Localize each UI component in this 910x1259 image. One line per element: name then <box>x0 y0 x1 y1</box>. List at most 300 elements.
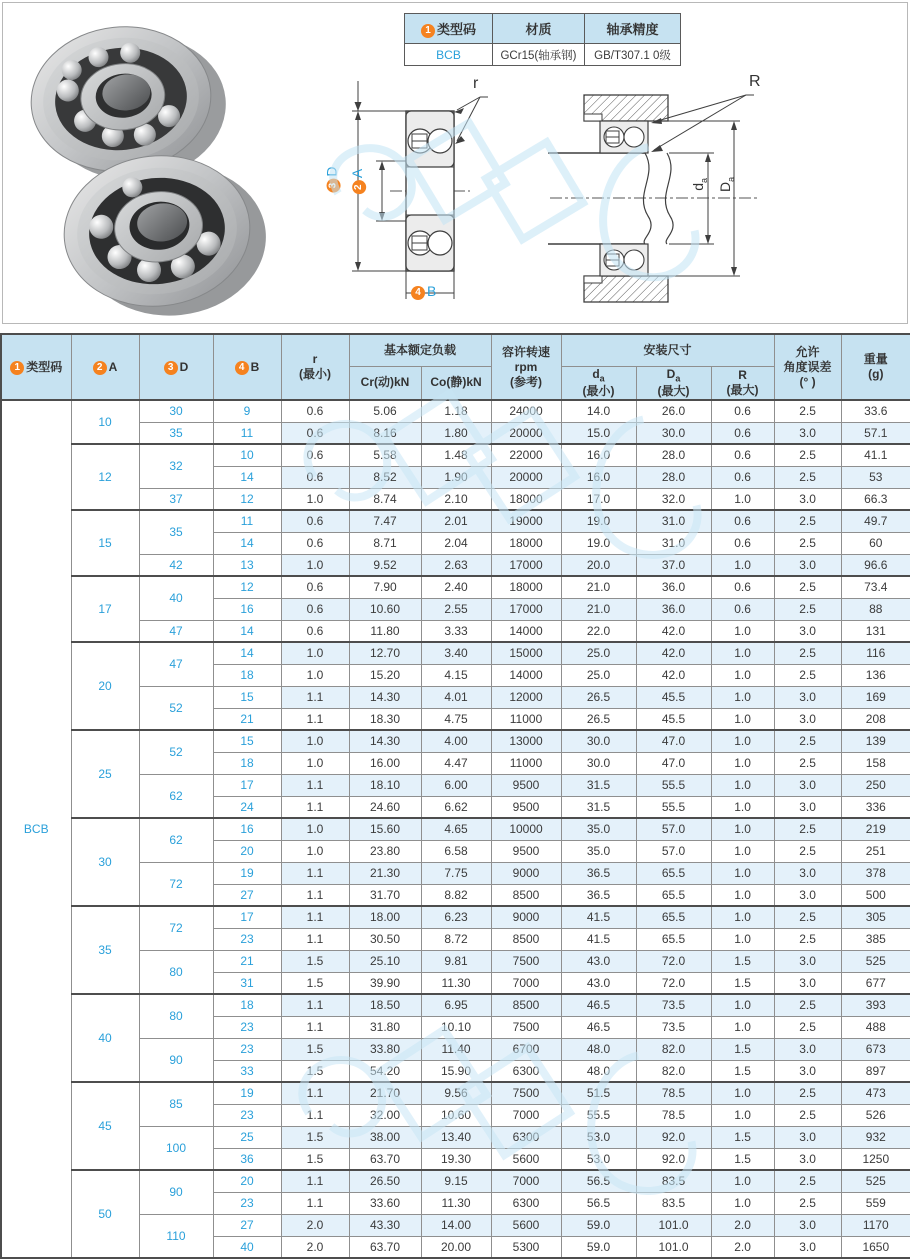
b-cell: 9 <box>213 400 281 422</box>
da-min-cell: 41.5 <box>561 928 636 950</box>
da-min-cell: 30.0 <box>561 752 636 774</box>
co-cell: 6.58 <box>421 840 491 862</box>
b-cell: 17 <box>213 774 281 796</box>
Da-dimension-label: $D_a$ <box>717 176 736 192</box>
r-min-cell: 1.1 <box>281 1192 349 1214</box>
angle-cell: 3.0 <box>774 1038 841 1060</box>
r-min-cell: 1.1 <box>281 1016 349 1038</box>
a-cell: 35 <box>71 906 139 994</box>
cr-cell: 5.58 <box>349 444 421 466</box>
co-cell: 1.48 <box>421 444 491 466</box>
circled-3: 3 <box>327 179 341 193</box>
weight-cell: 53 <box>841 466 910 488</box>
b-cell: 33 <box>213 1060 281 1082</box>
rpm-cell: 6300 <box>491 1192 561 1214</box>
table-row <box>1 730 910 752</box>
table-row <box>1 576 910 598</box>
angle-cell: 2.5 <box>774 1192 841 1214</box>
R-max-cell: 1.0 <box>711 1104 774 1126</box>
co-cell: 6.95 <box>421 994 491 1016</box>
b-cell: 19 <box>213 1082 281 1104</box>
Da-max-cell: 32.0 <box>636 488 711 510</box>
rpm-cell: 13000 <box>491 730 561 752</box>
co-cell: 1.80 <box>421 422 491 444</box>
angle-cell: 3.0 <box>774 1126 841 1148</box>
da-min-cell: 14.0 <box>561 400 636 422</box>
r-min-cell: 0.6 <box>281 576 349 598</box>
da-min-cell: 36.5 <box>561 862 636 884</box>
da-min-cell: 35.0 <box>561 840 636 862</box>
co-cell: 9.15 <box>421 1170 491 1192</box>
R-max-cell: 1.0 <box>711 862 774 884</box>
r-min-cell: 0.6 <box>281 444 349 466</box>
cr-cell: 26.50 <box>349 1170 421 1192</box>
r-min-cell: 1.1 <box>281 928 349 950</box>
Da-max-cell: 65.5 <box>636 928 711 950</box>
weight-cell: 41.1 <box>841 444 910 466</box>
da-min-cell: 31.5 <box>561 774 636 796</box>
r-min-cell: 1.0 <box>281 664 349 686</box>
Da-max-cell: 57.0 <box>636 840 711 862</box>
col-header-R-max: R (最大) <box>711 366 774 400</box>
a-cell: 10 <box>71 400 139 444</box>
type-info-table <box>404 13 681 66</box>
da-min-cell: 46.5 <box>561 994 636 1016</box>
da-min-cell: 16.0 <box>561 466 636 488</box>
type-code-cell: BCB <box>1 400 71 1258</box>
weight-cell: 336 <box>841 796 910 818</box>
b-cell: 31 <box>213 972 281 994</box>
r-min-cell: 1.0 <box>281 642 349 664</box>
col-header-r-min: r (最小) <box>281 334 349 400</box>
cr-cell: 43.30 <box>349 1214 421 1236</box>
angle-cell: 3.0 <box>774 422 841 444</box>
weight-cell: 136 <box>841 664 910 686</box>
bearing-photo-2 <box>57 145 274 317</box>
a-cell: 20 <box>71 642 139 730</box>
b-cell: 19 <box>213 862 281 884</box>
R-max-cell: 1.0 <box>711 774 774 796</box>
b-cell: 14 <box>213 532 281 554</box>
co-cell: 4.75 <box>421 708 491 730</box>
weight-cell: 500 <box>841 884 910 906</box>
info-value-material: GCr15(轴承钢) <box>493 44 585 66</box>
cr-cell: 33.80 <box>349 1038 421 1060</box>
weight-cell: 525 <box>841 1170 910 1192</box>
co-cell: 11.30 <box>421 1192 491 1214</box>
rpm-cell: 10000 <box>491 818 561 840</box>
R-dimension-label: R <box>749 73 761 90</box>
co-cell: 4.65 <box>421 818 491 840</box>
R-max-cell: 1.0 <box>711 818 774 840</box>
co-cell: 9.81 <box>421 950 491 972</box>
r-min-cell: 1.5 <box>281 1060 349 1082</box>
cr-cell: 31.80 <box>349 1016 421 1038</box>
co-cell: 10.60 <box>421 1104 491 1126</box>
rpm-cell: 5600 <box>491 1214 561 1236</box>
Da-max-cell: 57.0 <box>636 818 711 840</box>
Da-max-cell: 47.0 <box>636 730 711 752</box>
b-cell: 10 <box>213 444 281 466</box>
co-cell: 4.00 <box>421 730 491 752</box>
angle-cell: 2.5 <box>774 598 841 620</box>
rpm-cell: 8500 <box>491 928 561 950</box>
angle-cell: 3.0 <box>774 972 841 994</box>
rpm-cell: 12000 <box>491 686 561 708</box>
co-cell: 3.33 <box>421 620 491 642</box>
rpm-cell: 22000 <box>491 444 561 466</box>
R-max-cell: 1.5 <box>711 972 774 994</box>
r-min-cell: 1.1 <box>281 862 349 884</box>
rpm-cell: 14000 <box>491 620 561 642</box>
rpm-cell: 8500 <box>491 884 561 906</box>
table-row <box>1 994 910 1016</box>
d-cell: 62 <box>139 818 213 862</box>
Da-max-cell: 72.0 <box>636 972 711 994</box>
circled-1: 1 <box>10 361 24 375</box>
angle-cell: 3.0 <box>774 774 841 796</box>
Da-max-cell: 82.0 <box>636 1060 711 1082</box>
circled-4: 4 <box>411 286 425 300</box>
r-min-cell: 1.5 <box>281 950 349 972</box>
R-max-cell: 1.0 <box>711 752 774 774</box>
R-max-cell: 1.0 <box>711 620 774 642</box>
da-dimension-label: $d_a$ <box>690 177 709 191</box>
d-cell: 62 <box>139 774 213 818</box>
info-header-precision: 轴承精度 <box>585 14 681 44</box>
weight-cell: 116 <box>841 642 910 664</box>
r-min-cell: 1.1 <box>281 774 349 796</box>
Da-max-cell: 42.0 <box>636 664 711 686</box>
d-cell: 90 <box>139 1170 213 1214</box>
cr-cell: 7.47 <box>349 510 421 532</box>
da-min-cell: 22.0 <box>561 620 636 642</box>
angle-cell: 2.5 <box>774 994 841 1016</box>
cr-cell: 9.52 <box>349 554 421 576</box>
weight-cell: 393 <box>841 994 910 1016</box>
r-min-cell: 1.1 <box>281 1104 349 1126</box>
angle-cell: 2.5 <box>774 400 841 422</box>
col-header-angle: 允许 角度误差 (° ) <box>774 334 841 400</box>
co-cell: 8.82 <box>421 884 491 906</box>
R-max-cell: 1.0 <box>711 994 774 1016</box>
R-max-cell: 1.0 <box>711 1170 774 1192</box>
R-max-cell: 0.6 <box>711 466 774 488</box>
d-cell: 100 <box>139 1126 213 1170</box>
circled-2: 2 <box>352 180 366 194</box>
b-cell: 23 <box>213 1192 281 1214</box>
Da-max-cell: 42.0 <box>636 642 711 664</box>
R-max-cell: 1.5 <box>711 1148 774 1170</box>
r-min-cell: 1.0 <box>281 554 349 576</box>
co-cell: 2.10 <box>421 488 491 510</box>
weight-cell: 131 <box>841 620 910 642</box>
col-header-cr: Cr(动)kN <box>349 366 421 400</box>
r-min-cell: 1.0 <box>281 818 349 840</box>
col-header-a: 2 A <box>71 334 139 400</box>
b-cell: 21 <box>213 708 281 730</box>
Da-max-cell: 65.5 <box>636 906 711 928</box>
b-cell: 23 <box>213 1016 281 1038</box>
b-dimension-label: 4 B <box>411 283 436 300</box>
da-min-cell: 15.0 <box>561 422 636 444</box>
da-min-cell: 21.0 <box>561 598 636 620</box>
rpm-cell: 7500 <box>491 950 561 972</box>
weight-cell: 49.7 <box>841 510 910 532</box>
co-cell: 4.01 <box>421 686 491 708</box>
r-min-cell: 1.5 <box>281 1126 349 1148</box>
Da-max-cell: 92.0 <box>636 1148 711 1170</box>
bearing-photos <box>9 7 319 317</box>
Da-max-cell: 45.5 <box>636 686 711 708</box>
R-max-cell: 1.0 <box>711 488 774 510</box>
R-max-cell: 0.6 <box>711 598 774 620</box>
angle-cell: 3.0 <box>774 1214 841 1236</box>
co-cell: 20.00 <box>421 1236 491 1258</box>
rpm-cell: 7000 <box>491 1170 561 1192</box>
Da-max-cell: 82.0 <box>636 1038 711 1060</box>
a-cell: 50 <box>71 1170 139 1258</box>
col-header-type-code: 1 类型码 <box>1 334 71 400</box>
r-min-cell: 0.6 <box>281 400 349 422</box>
cr-cell: 18.30 <box>349 708 421 730</box>
R-max-cell: 1.0 <box>711 708 774 730</box>
rpm-cell: 24000 <box>491 400 561 422</box>
da-min-cell: 16.0 <box>561 444 636 466</box>
Da-max-cell: 42.0 <box>636 620 711 642</box>
rpm-cell: 9000 <box>491 862 561 884</box>
top-section <box>2 2 908 324</box>
Da-max-cell: 83.5 <box>636 1192 711 1214</box>
R-max-cell: 1.0 <box>711 1082 774 1104</box>
b-cell: 14 <box>213 642 281 664</box>
da-min-cell: 43.0 <box>561 972 636 994</box>
cr-cell: 8.74 <box>349 488 421 510</box>
b-cell: 23 <box>213 1038 281 1060</box>
da-min-cell: 25.0 <box>561 664 636 686</box>
da-min-cell: 35.0 <box>561 818 636 840</box>
b-cell: 15 <box>213 686 281 708</box>
col-header-load-group: 基本额定负载 <box>349 334 491 366</box>
co-cell: 10.10 <box>421 1016 491 1038</box>
b-cell: 17 <box>213 906 281 928</box>
cr-cell: 10.60 <box>349 598 421 620</box>
weight-cell: 73.4 <box>841 576 910 598</box>
rpm-cell: 9000 <box>491 906 561 928</box>
a-cell: 15 <box>71 510 139 576</box>
angle-cell: 3.0 <box>774 1236 841 1258</box>
Da-max-cell: 65.5 <box>636 862 711 884</box>
Da-max-cell: 73.5 <box>636 994 711 1016</box>
r-min-cell: 1.0 <box>281 752 349 774</box>
b-cell: 14 <box>213 466 281 488</box>
rpm-cell: 6300 <box>491 1060 561 1082</box>
r-min-cell: 1.5 <box>281 1038 349 1060</box>
Da-max-cell: 101.0 <box>636 1214 711 1236</box>
d-cell: 80 <box>139 950 213 994</box>
Da-max-cell: 28.0 <box>636 466 711 488</box>
angle-cell: 2.5 <box>774 1104 841 1126</box>
Da-max-cell: 31.0 <box>636 510 711 532</box>
angle-cell: 2.5 <box>774 466 841 488</box>
cr-cell: 39.90 <box>349 972 421 994</box>
angle-cell: 2.5 <box>774 840 841 862</box>
da-min-cell: 48.0 <box>561 1038 636 1060</box>
rpm-cell: 15000 <box>491 642 561 664</box>
b-cell: 27 <box>213 884 281 906</box>
Da-max-cell: 78.5 <box>636 1082 711 1104</box>
weight-cell: 378 <box>841 862 910 884</box>
cr-cell: 14.30 <box>349 686 421 708</box>
b-cell: 12 <box>213 576 281 598</box>
cr-cell: 16.00 <box>349 752 421 774</box>
b-cell: 20 <box>213 1170 281 1192</box>
R-max-cell: 1.0 <box>711 796 774 818</box>
b-cell: 21 <box>213 950 281 972</box>
d-cell: 85 <box>139 1082 213 1126</box>
b-cell: 15 <box>213 730 281 752</box>
cr-cell: 30.50 <box>349 928 421 950</box>
R-max-cell: 1.5 <box>711 950 774 972</box>
r-dimension-label: r <box>473 75 479 92</box>
angle-cell: 3.0 <box>774 708 841 730</box>
weight-cell: 525 <box>841 950 910 972</box>
co-cell: 2.01 <box>421 510 491 532</box>
da-min-cell: 48.0 <box>561 1060 636 1082</box>
weight-cell: 559 <box>841 1192 910 1214</box>
cr-cell: 18.50 <box>349 994 421 1016</box>
da-min-cell: 19.0 <box>561 532 636 554</box>
table-row <box>1 510 910 532</box>
d-cell: 72 <box>139 906 213 950</box>
co-cell: 3.40 <box>421 642 491 664</box>
weight-cell: 488 <box>841 1016 910 1038</box>
col-header-Da-max: $D_a$ (最大) <box>636 366 711 400</box>
co-cell: 6.23 <box>421 906 491 928</box>
Da-max-cell: 45.5 <box>636 708 711 730</box>
co-cell: 11.40 <box>421 1038 491 1060</box>
r-min-cell: 1.1 <box>281 708 349 730</box>
r-min-cell: 1.0 <box>281 730 349 752</box>
da-min-cell: 30.0 <box>561 730 636 752</box>
cr-cell: 32.00 <box>349 1104 421 1126</box>
cr-cell: 23.80 <box>349 840 421 862</box>
da-min-cell: 41.5 <box>561 906 636 928</box>
angle-cell: 3.0 <box>774 1148 841 1170</box>
cr-cell: 15.60 <box>349 818 421 840</box>
col-header-mount-group: 安装尺寸 <box>561 334 774 366</box>
weight-cell: 169 <box>841 686 910 708</box>
rpm-cell: 5300 <box>491 1236 561 1258</box>
table-row <box>1 906 910 928</box>
Da-max-cell: 83.5 <box>636 1170 711 1192</box>
co-cell: 2.40 <box>421 576 491 598</box>
co-cell: 4.47 <box>421 752 491 774</box>
Da-max-cell: 78.5 <box>636 1104 711 1126</box>
rpm-cell: 18000 <box>491 532 561 554</box>
d-cell: 72 <box>139 862 213 906</box>
Da-max-cell: 65.5 <box>636 884 711 906</box>
angle-cell: 2.5 <box>774 752 841 774</box>
da-min-cell: 36.5 <box>561 884 636 906</box>
r-min-cell: 1.1 <box>281 994 349 1016</box>
weight-cell: 1650 <box>841 1236 910 1258</box>
angle-cell: 2.5 <box>774 444 841 466</box>
co-cell: 6.00 <box>421 774 491 796</box>
cr-cell: 8.71 <box>349 532 421 554</box>
co-cell: 6.62 <box>421 796 491 818</box>
r-min-cell: 0.6 <box>281 532 349 554</box>
cr-cell: 24.60 <box>349 796 421 818</box>
weight-cell: 33.6 <box>841 400 910 422</box>
r-min-cell: 2.0 <box>281 1236 349 1258</box>
b-cell: 16 <box>213 598 281 620</box>
co-cell: 11.30 <box>421 972 491 994</box>
Da-max-cell: 26.0 <box>636 400 711 422</box>
angle-cell: 3.0 <box>774 950 841 972</box>
angle-cell: 2.5 <box>774 576 841 598</box>
weight-cell: 139 <box>841 730 910 752</box>
d-cell: 47 <box>139 642 213 686</box>
co-cell: 7.75 <box>421 862 491 884</box>
weight-cell: 250 <box>841 774 910 796</box>
r-min-cell: 1.0 <box>281 840 349 862</box>
rpm-cell: 8500 <box>491 994 561 1016</box>
cr-cell: 18.00 <box>349 906 421 928</box>
da-min-cell: 51.5 <box>561 1082 636 1104</box>
da-min-cell: 56.5 <box>561 1170 636 1192</box>
cr-cell: 54.20 <box>349 1060 421 1082</box>
r-min-cell: 1.1 <box>281 1170 349 1192</box>
co-cell: 15.90 <box>421 1060 491 1082</box>
b-cell: 13 <box>213 554 281 576</box>
Da-max-cell: 36.0 <box>636 576 711 598</box>
weight-cell: 526 <box>841 1104 910 1126</box>
R-max-cell: 0.6 <box>711 510 774 532</box>
cr-cell: 7.90 <box>349 576 421 598</box>
circled-3: 3 <box>164 361 178 375</box>
cr-cell: 8.52 <box>349 466 421 488</box>
rpm-cell: 7500 <box>491 1016 561 1038</box>
weight-cell: 673 <box>841 1038 910 1060</box>
angle-cell: 3.0 <box>774 686 841 708</box>
d-cell: 37 <box>139 488 213 510</box>
weight-cell: 932 <box>841 1126 910 1148</box>
weight-cell: 1250 <box>841 1148 910 1170</box>
Da-max-cell: 31.0 <box>636 532 711 554</box>
R-max-cell: 1.0 <box>711 730 774 752</box>
da-min-cell: 21.0 <box>561 576 636 598</box>
mounting-view-drawing <box>548 81 838 316</box>
weight-cell: 219 <box>841 818 910 840</box>
da-min-cell: 43.0 <box>561 950 636 972</box>
co-cell: 2.55 <box>421 598 491 620</box>
co-cell: 19.30 <box>421 1148 491 1170</box>
da-min-cell: 20.0 <box>561 554 636 576</box>
table-row <box>1 1170 910 1192</box>
weight-cell: 305 <box>841 906 910 928</box>
col-header-da-min: $d_a$ (最小) <box>561 366 636 400</box>
R-max-cell: 1.0 <box>711 928 774 950</box>
weight-cell: 897 <box>841 1060 910 1082</box>
co-cell: 1.90 <box>421 466 491 488</box>
b-cell: 40 <box>213 1236 281 1258</box>
angle-cell: 2.5 <box>774 818 841 840</box>
d-cell: 35 <box>139 510 213 554</box>
b-cell: 18 <box>213 994 281 1016</box>
bearing-spec-table <box>0 333 910 1259</box>
angle-cell: 3.0 <box>774 620 841 642</box>
